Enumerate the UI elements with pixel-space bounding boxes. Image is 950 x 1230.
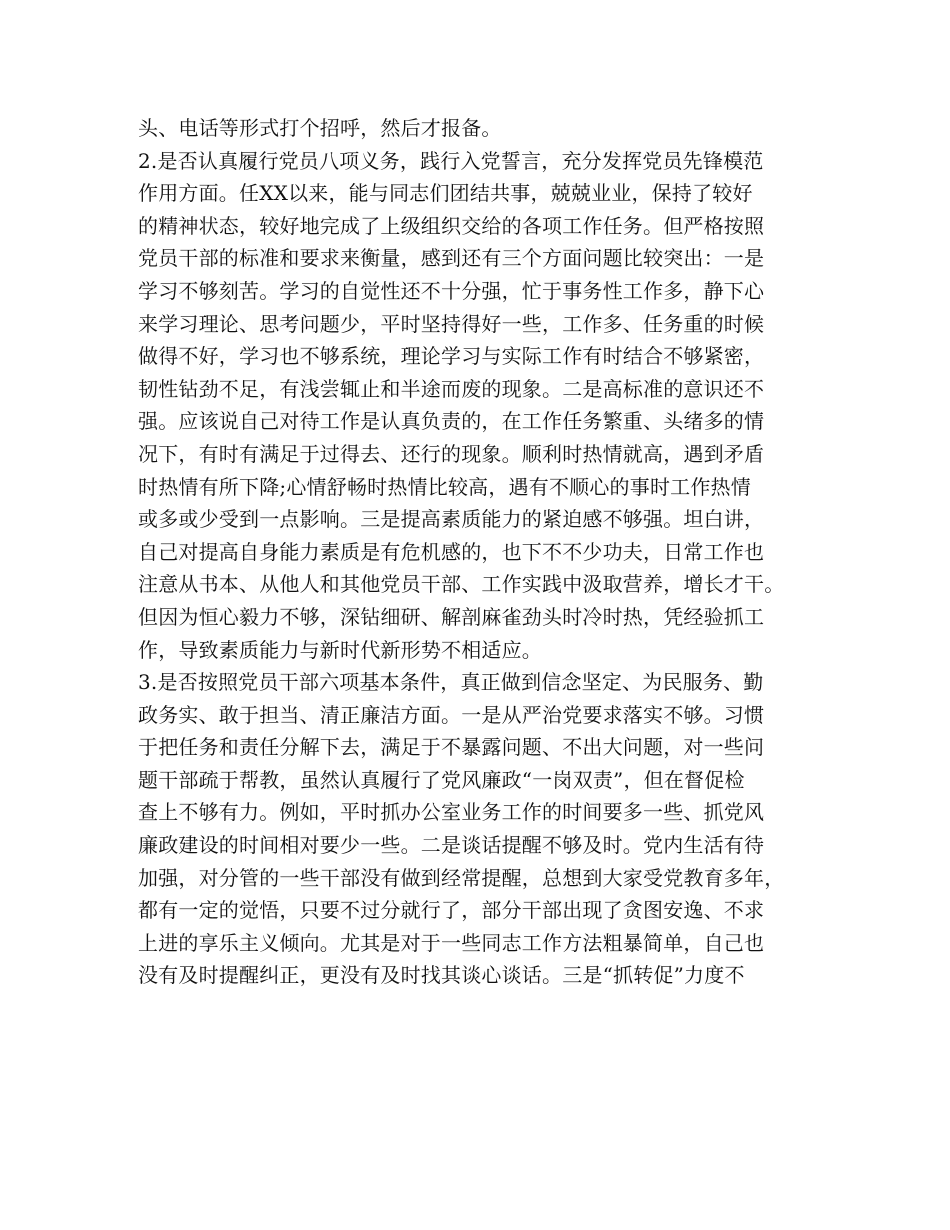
text-line: 学习不够刻苦。学习的自觉性还不十分强，忙于事务性工作多，静下心 xyxy=(138,278,765,303)
text-line: 况下，有时有满足于过得去、还行的现象。顺利时热情就高，遇到矛盾 xyxy=(138,441,765,466)
text-line: 作，导致素质能力与新时代新形势不相适应。 xyxy=(138,637,542,662)
text-line: 于把任务和责任分解下去，满足于不暴露问题、不出大问题，对一些问 xyxy=(138,735,765,760)
text-line: 3.是否按照党员干部六项基本条件，真正做到信念坚定、为民服务、勤 xyxy=(138,670,764,695)
text-line: 韧性钻劲不足，有浅尝辄止和半途而废的现象。二是高标准的意识还不 xyxy=(138,376,765,401)
text-line: 时热情有所下降;心情舒畅时热情比较高，遇有不顺心的事时工作热情 xyxy=(138,474,751,499)
text-line: 做得不好，学习也不够系统，理论学习与实际工作有时结合不够紧密， xyxy=(138,344,765,369)
text-line: 来学习理论、思考问题少，平时坚持得好一些，工作多、任务重的时候 xyxy=(138,311,765,336)
text-line: 头、电话等形式打个招呼，然后才报备。 xyxy=(138,116,502,140)
text-line: 都有一定的觉悟，只要不过分就行了，部分干部出现了贪图安逸、不求 xyxy=(138,898,765,923)
text-line: 或多或少受到一点影响。三是提高素质能力的紧迫感不够强。坦白讲， xyxy=(138,507,765,532)
text-line: 注意从书本、从他人和其他党员干部、工作实践中汲取营养，增长才干。 xyxy=(138,572,785,597)
text-line: 政务实、敢于担当、清正廉洁方面。一是从严治党要求落实不够。习惯 xyxy=(138,702,765,727)
text-line: 但因为恒心毅力不够，深钻细研、解剖麻雀劲头时冷时热，凭经验抓工 xyxy=(138,604,765,629)
document-body xyxy=(138,112,838,992)
text-line: 加强，对分管的一些干部没有做到经常提醒，总想到大家受党教育多年， xyxy=(138,865,785,890)
text-line: 的精神状态，较好地完成了上级组织交给的各项工作任务。但严格按照 xyxy=(138,213,765,238)
text-line: 强。应该说自己对待工作是认真负责的，在工作任务繁重、头绪多的情 xyxy=(138,409,765,434)
text-line: 没有及时提醒纠正，更没有及时找其谈心谈话。三是“抓转促”力度不 xyxy=(138,963,745,988)
text-line: 作用方面。任XX以来，能与同志们团结共事，兢兢业业，保持了较好 xyxy=(138,181,753,206)
text-line: 查上不够有力。例如，平时抓办公室业务工作的时间要多一些、抓党风 xyxy=(138,800,765,825)
text-line: 自己对提高自身能力素质是有危机感的，也下不不少功夫，日常工作也 xyxy=(138,539,765,564)
text-line: 2.是否认真履行党员八项义务，践行入党誓言，充分发挥党员先锋模范 xyxy=(138,148,764,173)
text-line: 上进的享乐主义倾向。尤其是对于一些同志工作方法粗暴简单，自己也 xyxy=(138,930,765,955)
text-line: 党员干部的标准和要求来衡量，感到还有三个方面问题比较突出：一是 xyxy=(138,246,765,271)
text-line: 题干部疏于帮教，虽然认真履行了党风廉政“一岗双责”，但在督促检 xyxy=(138,767,745,792)
text-line: 廉政建设的时间相对要少一些。二是谈话提醒不够及时。党内生活有待 xyxy=(138,833,765,858)
